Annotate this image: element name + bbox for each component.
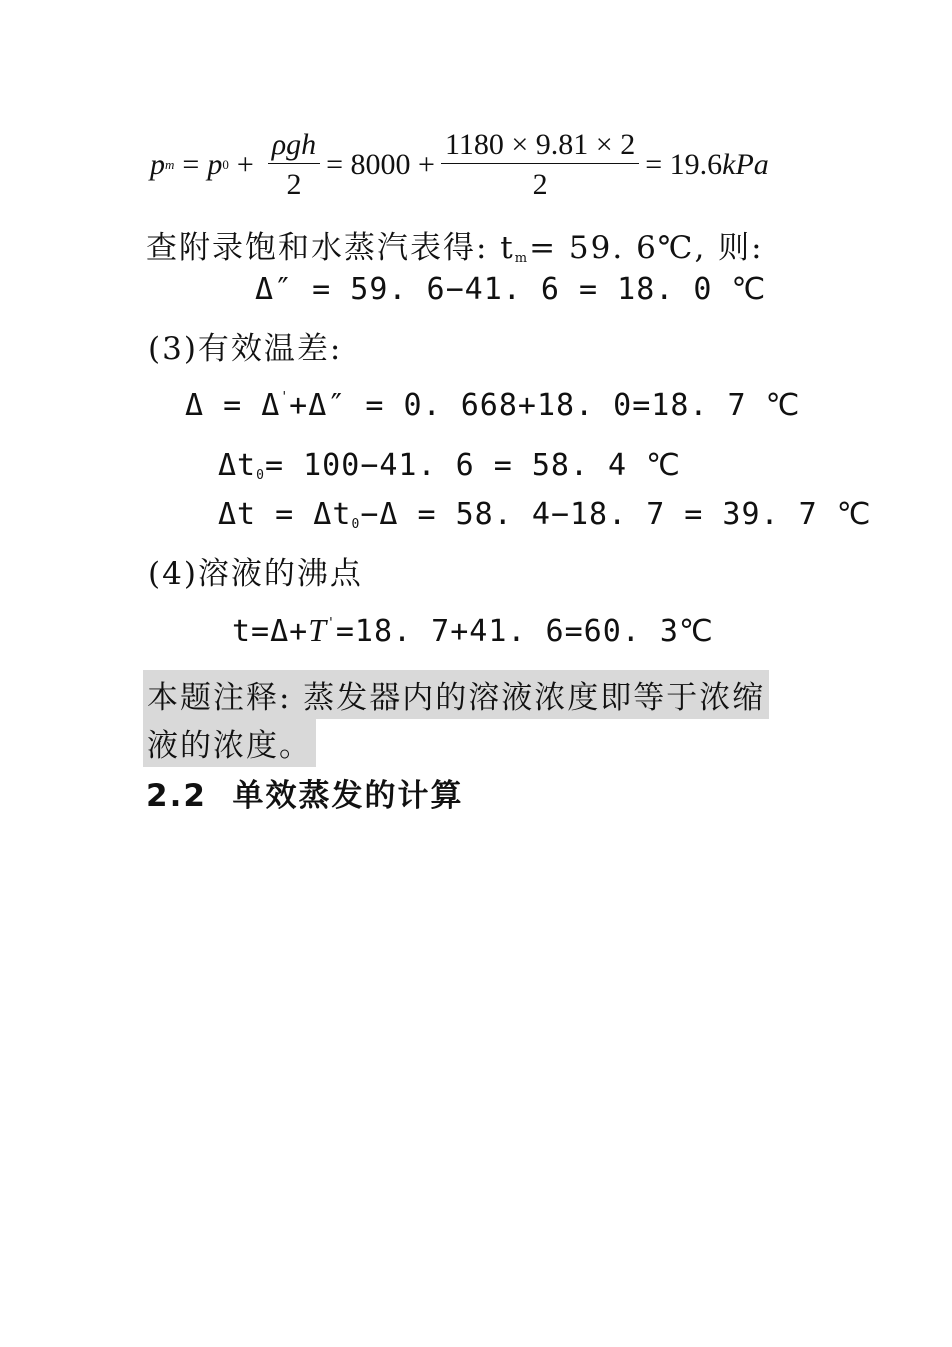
delta-t-line xyxy=(218,497,872,532)
lookup-value: = 59. 6℃, 则: xyxy=(529,230,764,266)
lookup-text: 查附录饱和水蒸汽表得: t xyxy=(146,230,515,266)
formula-eq: = xyxy=(182,147,200,181)
delta-total-sup: ' xyxy=(280,390,290,405)
bp-sup: ' xyxy=(327,616,336,631)
formula-p0-var: p xyxy=(207,147,223,181)
dt0-pre: Δt xyxy=(218,448,257,483)
lookup-line xyxy=(146,222,764,267)
formula-result-unit: kPa xyxy=(722,147,769,181)
fraction-1-denominator: 2 xyxy=(286,168,302,201)
delta-total-pre: Δ = Δ xyxy=(185,388,281,423)
delta-total-line xyxy=(185,388,800,423)
dt-pre: Δt = Δt xyxy=(218,497,352,532)
formula-lhs-sub: m xyxy=(165,156,175,172)
fraction-numeric xyxy=(441,128,639,201)
note-line-2: 液的浓度。 xyxy=(143,718,316,767)
step-3-heading: (3)有效温差: xyxy=(148,331,343,367)
lookup-sub: m xyxy=(514,251,530,266)
formula-plus: + xyxy=(236,147,254,181)
fraction-1-numerator: ρgh xyxy=(268,128,320,164)
dt0-sub: 0 xyxy=(256,468,265,483)
formula-p0-sub: 0 xyxy=(222,156,229,172)
dt-post: −Δ = 58. 4−18. 7 = 39. 7 ℃ xyxy=(360,497,872,532)
formula-lhs-var: p xyxy=(150,147,165,181)
boiling-point-line xyxy=(232,612,714,649)
dt-sub: 0 xyxy=(351,517,361,532)
step-4-heading: (4)溶液的沸点 xyxy=(148,556,363,592)
note-line-1: 本题注释: 蒸发器内的溶液浓度即等于浓缩 xyxy=(143,670,769,719)
fraction-2-numerator: 1180 × 9.81 × 2 xyxy=(441,128,639,164)
section-heading: 2.2 单效蒸发的计算 xyxy=(146,778,464,814)
delta-total-post: +Δ″ = 0. 668+18. 0=18. 7 ℃ xyxy=(289,388,801,423)
fraction-2-denominator: 2 xyxy=(532,168,548,201)
fraction-rho-g-h xyxy=(268,128,320,201)
bp-T: T xyxy=(308,612,328,648)
pressure-formula xyxy=(150,128,769,201)
formula-eq-8000: = 8000 + xyxy=(326,147,435,181)
bp-pre: t=Δ+ xyxy=(232,614,309,649)
dt0-post: = 100−41. 6 = 58. 4 ℃ xyxy=(264,448,681,483)
delta-t0-line xyxy=(218,448,681,483)
bp-post: =18. 7+41. 6=60. 3℃ xyxy=(335,614,714,649)
formula-result: = 19.6 xyxy=(645,147,723,181)
delta-double-prime-line: Δ″ = 59. 6−41. 6 = 18. 0 ℃ xyxy=(255,272,767,307)
